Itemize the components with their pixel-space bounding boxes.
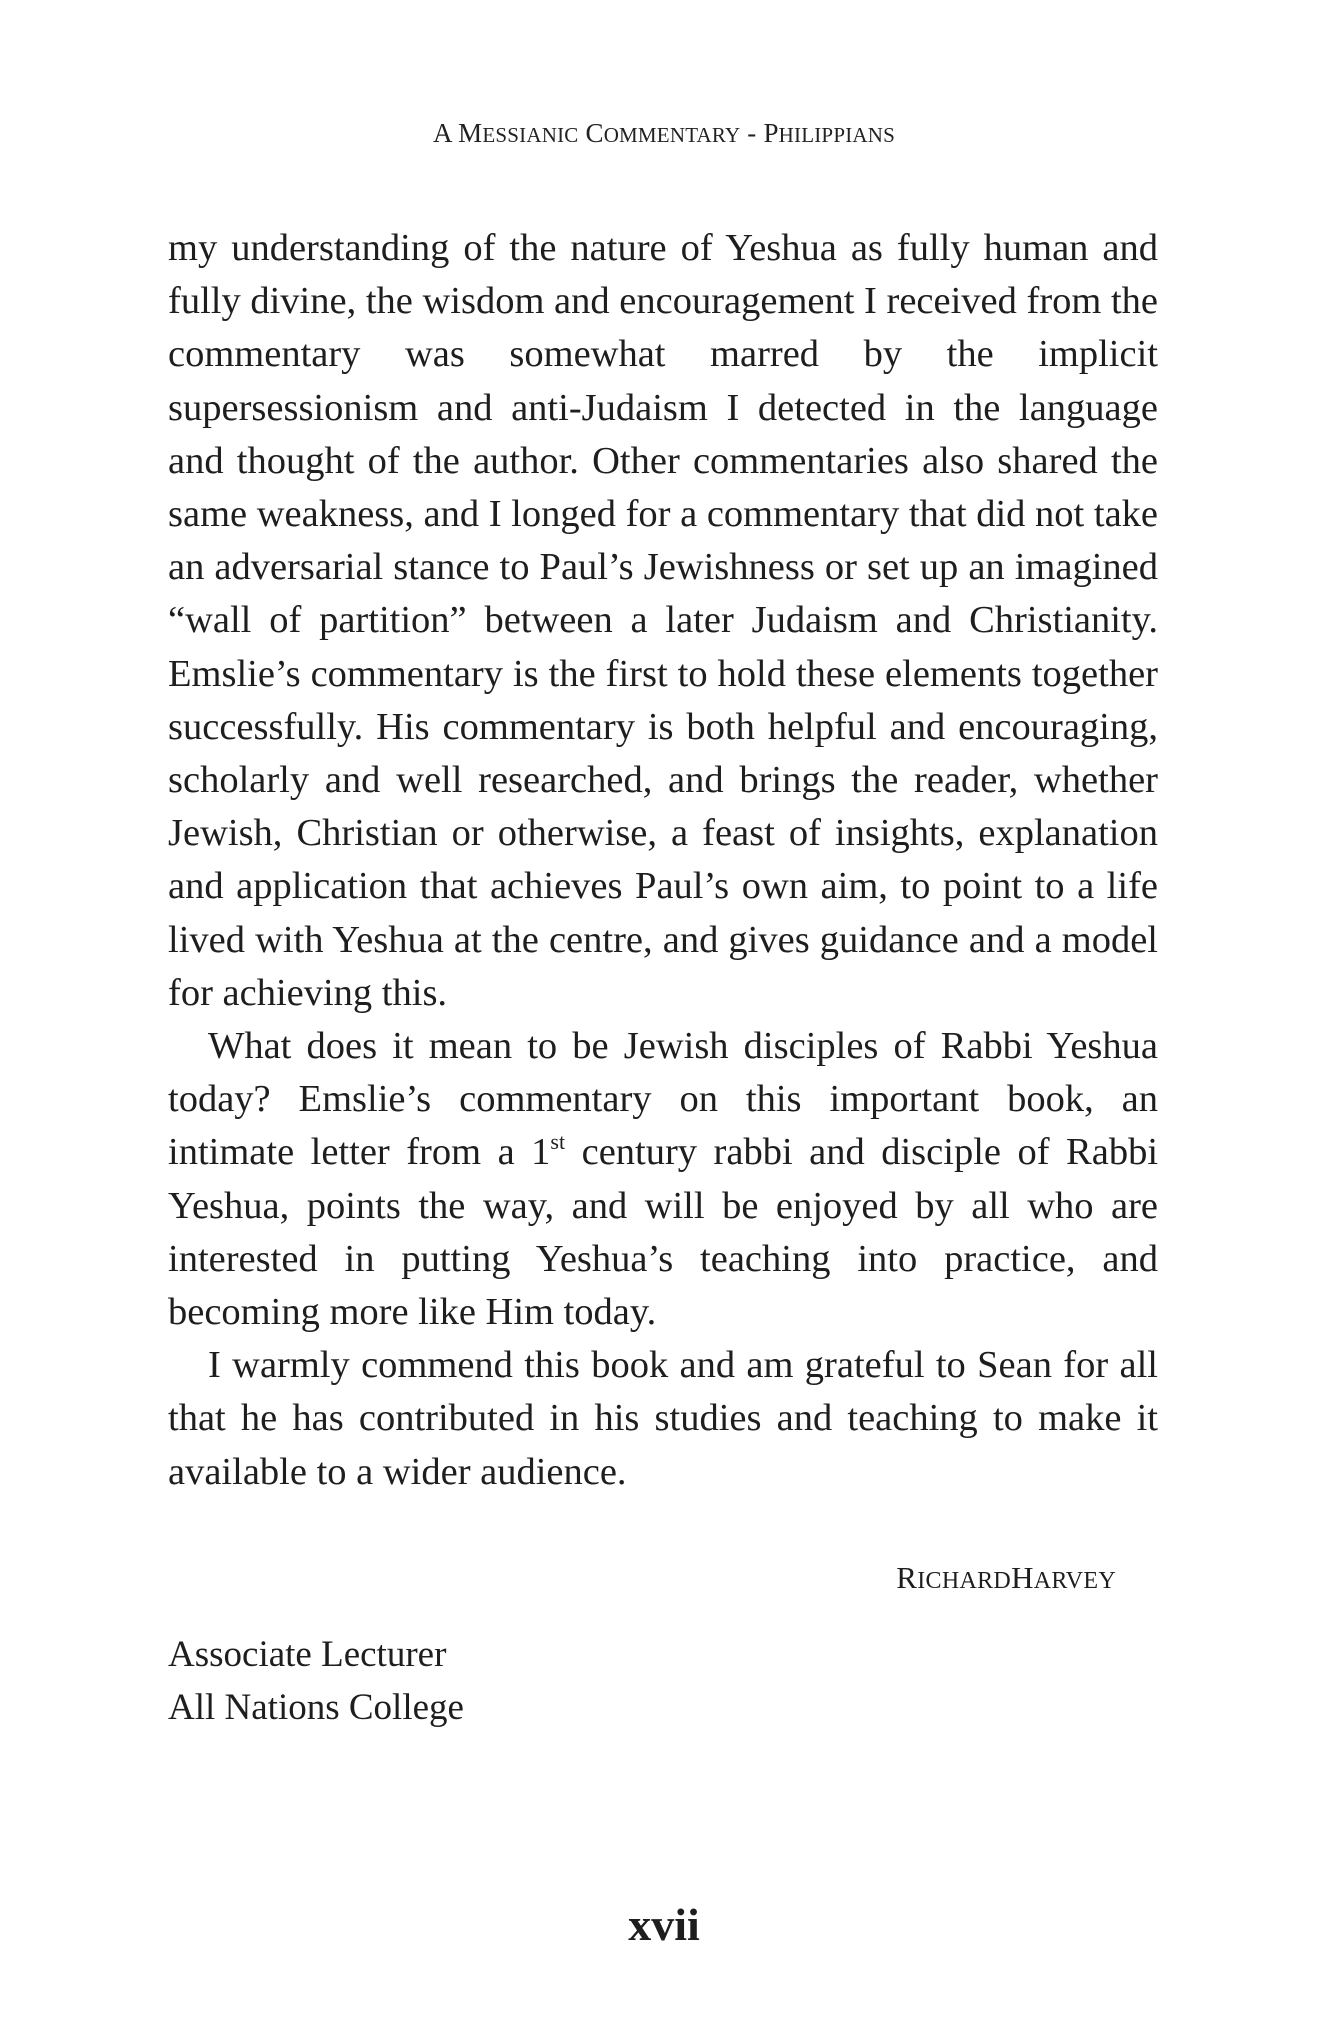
running-head-ommentary: OMMENTARY xyxy=(603,123,741,147)
running-head-m: M xyxy=(458,118,483,148)
signature-first-initial: R xyxy=(896,1560,918,1595)
running-head-c: C xyxy=(585,118,604,148)
author-signature xyxy=(0,1560,1116,1596)
paragraph-3: I warmly commend this book and am grateful to Sean for all that he has contributed in his studies and teaching to make it available to a wider audience. xyxy=(168,1344,1158,1493)
signature-last-rest: ARVEY xyxy=(1033,1568,1116,1594)
running-head-dash: - xyxy=(747,118,757,148)
running-head-a: A xyxy=(433,118,452,148)
paragraph-2-part-2: century rabbi and disciple of Rabbi Yeshua, points the way, and will be enjoyed by all who are interested in putting Yeshua’s teaching into practice, and becoming more like Him today. xyxy=(168,1131,1159,1334)
paragraph-2 xyxy=(168,1020,1158,1339)
body-text xyxy=(168,222,1158,1499)
ordinal-superscript: st xyxy=(550,1129,566,1155)
paragraph-2-part-1: What does it mean to be Jewish disciples of Rabbi Yeshua today? Emslie’s commentary on this important book, an intimate letter from a 1 xyxy=(168,1025,1158,1174)
affiliation-title: Associate Lecturer xyxy=(168,1634,447,1675)
page-number: xvii xyxy=(628,1899,700,1950)
running-head xyxy=(0,118,1328,149)
author-affiliation xyxy=(168,1628,464,1734)
running-head-p: P xyxy=(763,118,779,148)
signature-last-initial: H xyxy=(1011,1560,1034,1595)
running-head-essianic: ESSIANIC xyxy=(482,123,579,147)
paragraph-1: my understanding of the nature of Yeshua as fully human and fully divine, the wisdom and encouragement I received from the commentary was somewhat marred by the implicit supersessionism and anti-Judaism I detected in the language and thought of the author. Other commentaries also shared the same weakness, and I longed for a commentary that did not take an adversarial stance to Paul’s Jewishness or set up an imagined “wall of partition” between a later Judaism and Christianity. Emslie’s commentary is the first to hold these elements together successfully. His commentary is both helpful and encouraging, scholarly and well researched, and brings the reader, whether Jewish, Christian or otherwise, a feast of insights, explanation and application that achieves Paul’s own aim, to point to a life lived with Yeshua at the centre, and gives guidance and a model for achieving this. xyxy=(168,227,1158,1014)
affiliation-institution: All Nations College xyxy=(168,1687,464,1728)
signature-first-rest: ICHARD xyxy=(917,1568,1012,1594)
running-head-hilippians: HILIPPIANS xyxy=(778,123,895,147)
